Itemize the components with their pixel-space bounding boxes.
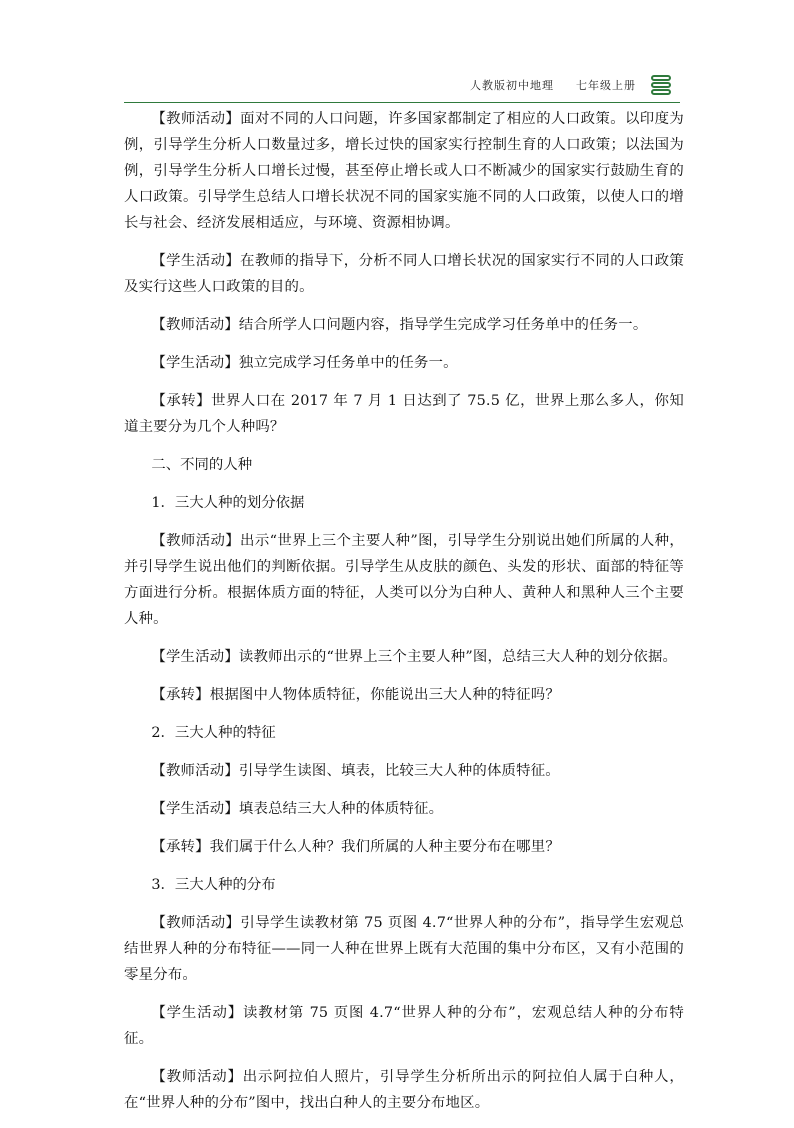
section-heading [124,490,684,516]
book-stack-icon [650,74,672,96]
paragraph-text: 读教师出示的“世界上三个主要人种”图，总结三大人种的划分依据。 [238,649,678,665]
paragraph-text: 在教师的指导下，分析不同人口增长状况的国家实行不同的人口政策及实行这些人口政策的目的。 [124,253,684,295]
activity-tag: 【学生活动】 [151,355,239,371]
lesson-paragraph [124,248,684,300]
paragraph-text: 2．三大人种的特征 [151,725,276,741]
paragraph-text: 出示“世界上三个主要人种”图，引导学生分别说出她们所属的人种，并引导学生说出他们的判断依据。引导学生从皮肤的颜色、头发的形状、面部的特征等方面进行分析。根据体质方面的特征，人类可以分为白种人、黄种人和黑种人三个主要人种。 [124,533,684,627]
lesson-paragraph [124,1000,684,1052]
activity-tag: 【教师活动】 [151,915,241,931]
paragraph-text: 出示阿拉伯人照片，引导学生分析所出示的阿拉伯人属于白种人，在“世界人种的分布”图中，找出白种人的主要分布地区。 [124,1069,684,1111]
activity-tag: 【学生活动】 [151,649,239,665]
lesson-paragraph [124,910,684,988]
paragraph-text: 独立完成学习任务单中的任务一。 [238,355,458,371]
activity-tag: 【教师活动】 [151,317,239,333]
activity-tag: 【教师活动】 [151,533,241,549]
lesson-paragraph [124,644,684,670]
paragraph-text: 3．三大人种的分布 [151,877,276,893]
activity-tag: 【承转】 [151,393,212,409]
paragraph-text: 1．三大人种的划分依据 [151,495,305,511]
activity-tag: 【承转】 [151,839,210,855]
paragraph-text: 根据图中人物体质特征，你能说出三大人种的特征吗？ [209,687,560,703]
lesson-paragraph [124,106,684,236]
lesson-paragraph [124,796,684,822]
paragraph-text: 二、不同的人种 [151,457,253,473]
paragraph-text: 读教材第 75 页图 4.7“世界人种的分布”，宏观总结人种的分布特征。 [124,1005,684,1047]
grade-label: 七年级上册 [576,79,636,92]
paragraph-text: 引导学生读教材第 75 页图 4.7“世界人种的分布”，指导学生宏观总结世界人种的分布特征——同一人种在世界上既有大范围的集中分布区，又有小范围的零星分布。 [124,915,685,983]
lesson-paragraph [124,1064,684,1116]
activity-tag: 【承转】 [151,687,210,703]
paragraph-text: 我们属于什么人种？我们所属的人种主要分布在哪里？ [209,839,560,855]
lesson-paragraph [124,834,684,860]
activity-tag: 【教师活动】 [151,763,239,779]
header-text [470,77,636,93]
header-divider [124,102,680,103]
activity-tag: 【教师活动】 [151,111,241,127]
section-heading [124,872,684,898]
paragraph-text: 结合所学人口问题内容，指导学生完成学习任务单中的任务一。 [238,317,648,333]
activity-tag: 【学生活动】 [151,801,239,817]
section-heading [124,452,684,478]
lesson-paragraph [124,758,684,784]
page-header [470,74,680,102]
lesson-paragraph [124,312,684,338]
paragraph-text: 面对不同的人口问题，许多国家都制定了相应的人口政策。以印度为例，引导学生分析人口数量过多，增长过快的国家实行控制生育的人口政策；以法国为例，引导学生分析人口增长过慢，甚至停止增长或人口不断减少的国家实行鼓励生育的人口政策。引导学生总结人口增长状况不同的国家实施不同的人口政策，以使人口的增长与社会、经济发展相适应，与环境、资源相协调。 [124,111,684,231]
section-heading [124,720,684,746]
lesson-paragraph [124,350,684,376]
document-body [124,106,684,1128]
activity-tag: 【教师活动】 [151,1069,243,1085]
book-title: 人教版初中地理 [470,79,554,92]
activity-tag: 【学生活动】 [151,1005,244,1021]
lesson-paragraph [124,528,684,632]
paragraph-text: 世界人口在 2017 年 7 月 1 日达到了 75.5 亿，世界上那么多人，你知道主要分为几个人种吗？ [124,393,684,435]
paragraph-text: 引导学生读图、填表，比较三大人种的体质特征。 [238,763,560,779]
activity-tag: 【学生活动】 [151,253,241,269]
paragraph-text: 填表总结三大人种的体质特征。 [238,801,444,817]
lesson-paragraph [124,388,684,440]
lesson-paragraph [124,682,684,708]
